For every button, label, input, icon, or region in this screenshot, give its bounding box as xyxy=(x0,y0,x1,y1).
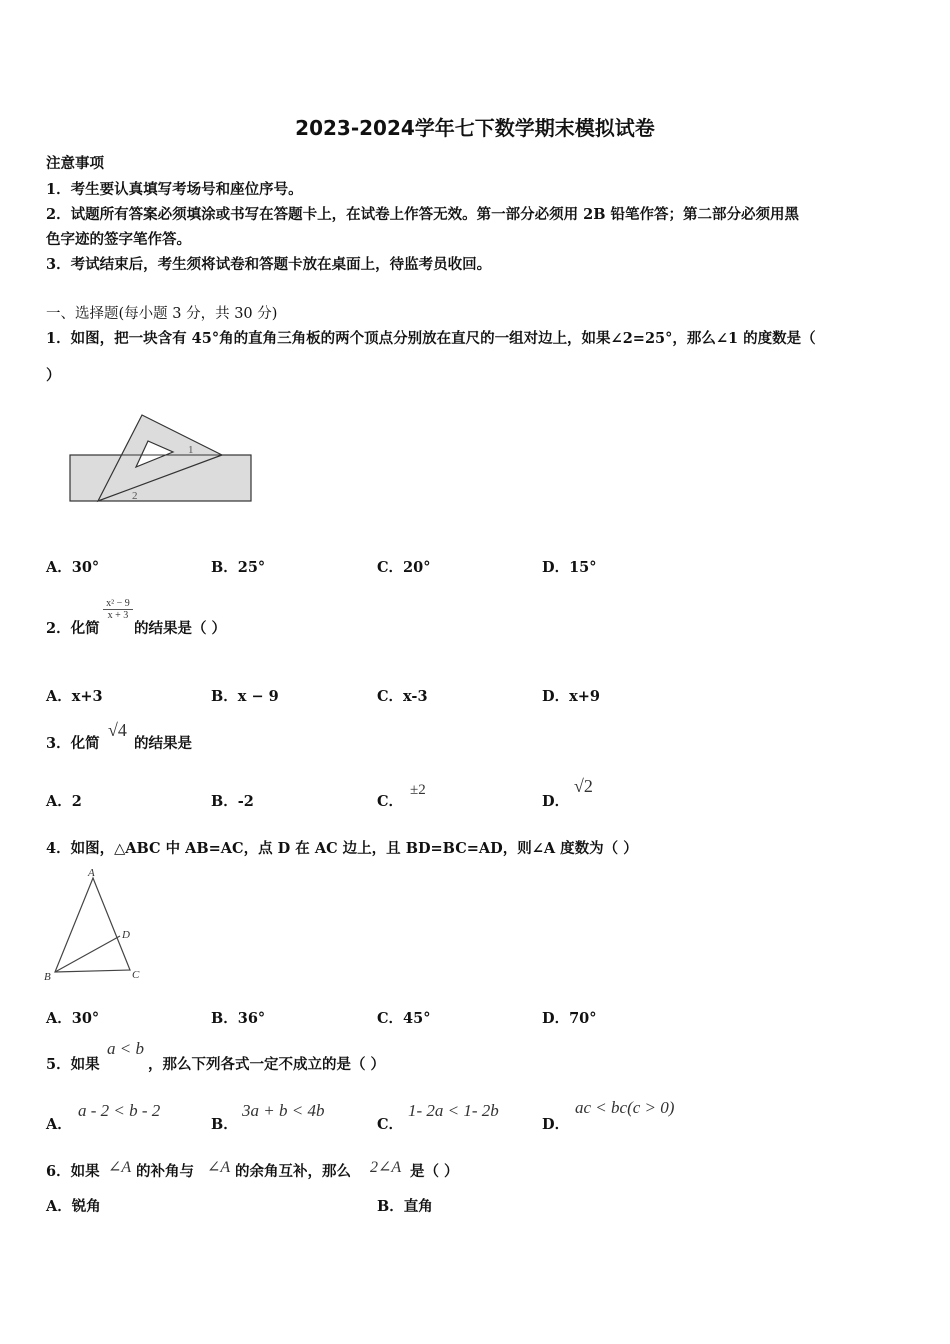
question-4-option-a[interactable]: A．30° xyxy=(46,1010,100,1027)
question-3-option-d-math: √2 xyxy=(574,776,593,796)
question-4-option-c[interactable]: C．45° xyxy=(377,1010,431,1027)
question-3-option-d[interactable]: D． xyxy=(542,793,570,810)
vertex-d-label: D xyxy=(122,929,130,941)
triangle-abc xyxy=(55,878,130,972)
question-6-text-1: 6．如果 xyxy=(46,1163,100,1180)
question-5-option-b-math: 3a + b < 4b xyxy=(242,1101,325,1120)
question-2-option-b[interactable]: B．x − 9 xyxy=(211,688,279,705)
question-1-figure xyxy=(60,405,260,510)
question-6-option-a[interactable]: A．锐角 xyxy=(46,1198,101,1215)
question-5-text-post: ，那么下列各式一定不成立的是（ ） xyxy=(148,1056,386,1073)
page-title: 2023-2024学年七下数学期末模拟试卷 xyxy=(295,116,655,140)
question-1-option-a[interactable]: A．30° xyxy=(46,559,100,576)
angle-1-label: 1 xyxy=(188,444,194,456)
question-3-option-a[interactable]: A．2 xyxy=(46,793,82,810)
notice-heading: 注意事项 xyxy=(46,155,104,172)
fraction-numerator: x² − 9 xyxy=(103,598,133,610)
question-6-math-1: ∠A xyxy=(108,1159,132,1176)
question-2-text-post: 的结果是（ ） xyxy=(134,620,227,637)
question-5-condition: a < b xyxy=(107,1039,144,1058)
question-6-option-b[interactable]: B．直角 xyxy=(377,1198,433,1215)
question-3-option-c[interactable]: C． xyxy=(377,793,404,810)
question-1-text: 1．如图，把一块含有 45°角的直角三角板的两个顶点分别放在直尺的一组对边上，如果∠2=25°，那么∠1 的度数是（ xyxy=(46,330,816,347)
question-4-figure xyxy=(40,864,150,986)
question-5-option-c-math: 1- 2a < 1- 2b xyxy=(408,1101,499,1120)
question-6-text-3: 的余角互补，那么 xyxy=(235,1163,351,1180)
question-5-option-d[interactable]: D． xyxy=(542,1116,570,1133)
question-3-text-post: 的结果是 xyxy=(134,735,192,752)
question-5-option-a[interactable]: A． xyxy=(46,1116,72,1133)
question-5-option-b[interactable]: B． xyxy=(211,1116,238,1133)
question-6-text-4: 是（ ） xyxy=(410,1163,459,1180)
question-1-option-b[interactable]: B．25° xyxy=(211,559,266,576)
question-2-option-a[interactable]: A．x+3 xyxy=(46,688,103,705)
question-3-radical: √4 xyxy=(108,720,127,740)
question-1-option-d[interactable]: D．15° xyxy=(542,559,597,576)
vertex-c-label: C xyxy=(132,969,140,981)
notice-item-2-cont: 色字迹的签字笔作答。 xyxy=(46,231,191,248)
vertex-b-label: B xyxy=(44,971,51,983)
fraction-denominator: x + 3 xyxy=(107,610,129,621)
section-heading: 一、选择题(每小题 3 分，共 30 分) xyxy=(46,306,278,322)
question-3-option-c-math: ±2 xyxy=(410,782,426,798)
question-2-option-d[interactable]: D．x+9 xyxy=(542,688,600,705)
question-2-text-pre: 2．化简 xyxy=(46,620,100,637)
question-5-option-d-math: ac < bc(c > 0) xyxy=(575,1098,675,1117)
question-1-text-cont: ） xyxy=(46,367,61,384)
question-5-text-pre: 5．如果 xyxy=(46,1056,100,1073)
question-3-option-b[interactable]: B．-2 xyxy=(211,793,254,810)
question-6-math-3: 2∠A xyxy=(370,1159,402,1176)
angle-2-label: 2 xyxy=(132,490,138,502)
question-3-text-pre: 3．化简 xyxy=(46,735,100,752)
question-4-option-d[interactable]: D．70° xyxy=(542,1010,597,1027)
question-6-math-2: ∠A xyxy=(207,1159,231,1176)
notice-item-2: 2．试题所有答案必须填涂或书写在答题卡上，在试卷上作答无效。第一部分必须用 2B 铅笔作答；第二部分必须用黑 xyxy=(46,206,800,223)
notice-item-3: 3．考试结束后，考生须将试卷和答题卡放在桌面上，待监考员收回。 xyxy=(46,256,492,273)
notice-item-1: 1．考生要认真填写考场号和座位序号。 xyxy=(46,181,303,198)
question-2-fraction xyxy=(103,598,133,621)
question-2-option-c[interactable]: C．x-3 xyxy=(377,688,428,705)
question-5-option-a-math: a - 2 < b - 2 xyxy=(78,1101,161,1120)
question-4-option-b[interactable]: B．36° xyxy=(211,1010,266,1027)
question-1-option-c[interactable]: C．20° xyxy=(377,559,431,576)
segment-bd xyxy=(55,936,120,972)
vertex-a-label: A xyxy=(88,867,95,879)
question-6-text-2: 的补角与 xyxy=(136,1163,194,1180)
question-4-text: 4．如图，△ABC 中 AB=AC，点 D 在 AC 边上，且 BD=BC=AD，则∠A 度数为（ ） xyxy=(46,840,638,857)
question-5-option-c[interactable]: C． xyxy=(377,1116,404,1133)
